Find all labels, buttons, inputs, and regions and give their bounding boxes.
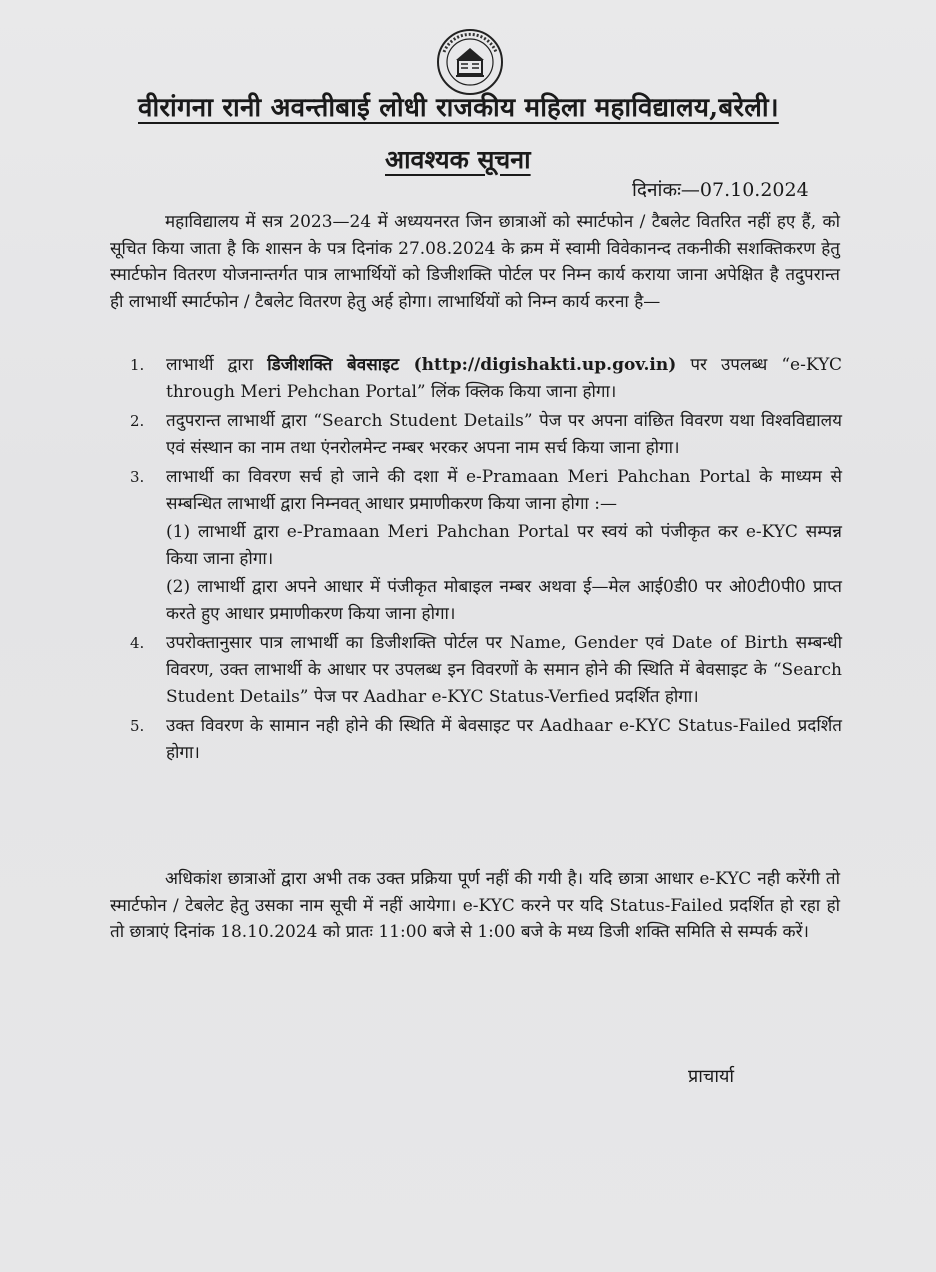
list-item — [130, 352, 842, 406]
item-text: उपरोक्तानुसार पात्र लाभार्थी का डिजीशक्ति पोर्टल पर Name, Gender एवं Date of Birth सम्बन्धी विवरण, उक्त लाभार्थी के आधार पर उपलब्ध इन विवरणों के समान होने की स्थिति में बेवसाइट के “Search Student Details” पेज पर Aadhar e-KYC Status-Verfied प्रदर्शित होगा। — [166, 633, 842, 707]
item-text-post: पर उपलब्ध “e-KYC through Meri Pehchan Portal” लिंक क्लिक किया जाना होगा। — [166, 355, 842, 402]
item-number: 3. — [130, 468, 145, 486]
item-text: तदुपरान्त लाभार्थी द्वारा “Search Student Details” पेज पर अपना वांछित विवरण यथा विश्वविद्यालय एवं संस्थान का नाम तथा एंनरोलमेन्ट नम्बर भरकर अपना नाम सर्च किया जाना होगा। — [166, 411, 842, 458]
item-number: 1. — [130, 356, 145, 374]
sub-item-1: (1) लाभार्थी द्वारा e-Pramaan Meri Pahchan Portal पर स्वयं को पंजीकृत कर e-KYC सम्पन्न किया जाना होगा। — [166, 522, 842, 569]
list-item — [130, 713, 842, 767]
digishakti-website-text: डिजीशक्ति बेवसाइट (http://digishakti.up.gov.in) — [267, 355, 677, 375]
closing-text: अधिकांश छात्राओं द्वारा अभी तक उक्त प्रक्रिया पूर्ण नहीं की गयी है। यदि छात्रा आधार e-KYC नही करेंगी तो स्मार्टफोन / टेबलेट हेतु उसका नाम सूची में नहीं आयेगा। e-KYC करने पर यदि Status-Failed प्रदर्शित हो रहा हो तो छात्राएं दिनांक 18.10.2024 को प्रातः 11:00 बजे से 1:00 बजे के मध्य डिजी शक्ति समिति से सम्पर्क करें। — [110, 869, 840, 942]
closing-paragraph — [110, 866, 840, 946]
item-number: 4. — [130, 634, 145, 652]
list-item — [130, 630, 842, 711]
principal-signature: प्राचार्या — [688, 1066, 735, 1087]
notice-date: दिनांकः—07.10.2024 — [632, 179, 809, 201]
item-text: उक्त विवरण के सामान नही होने की स्थिति में बेवसाइट पर Aadhaar e-KYC Status-Failed प्रदर्शित होगा। — [166, 716, 842, 763]
item-text-pre: लाभार्थी द्वारा — [166, 355, 268, 375]
item-text: लाभार्थी का विवरण सर्च हो जाने की दशा में e-Pramaan Meri Pahchan Portal के माध्यम से सम्बन्धित लाभार्थी द्वारा निम्नवत् आधार प्रमाणीकरण किया जाना होगा :— — [166, 467, 842, 514]
notice-title: आवश्यक सूचना — [385, 145, 531, 174]
list-item — [130, 408, 842, 462]
list-item — [130, 464, 842, 628]
intro-text: महाविद्यालय में सत्र 2023—24 में अध्ययनरत जिन छात्राओं को स्मार्टफोन / टैबलेट वितरित नहीं हए हैं, को सूचित किया जाता है कि शासन के पत्र दिनांक 27.08.2024 के क्रम में स्वामी विवेकानन्द तकनीकी सशक्तिकरण हेतु स्मार्टफोन वितरण योजनान्तर्गत पात्र लाभार्थियों को डिजीशक्ति पोर्टल पर निम्न कार्य कराया जाना अपेक्षित है तदुपरान्त ही लाभार्थी स्मार्टफोन / टैबलेट वितरण हेतु अर्ह होगा। लाभार्थियों को निम्न कार्य करना है— — [110, 212, 840, 312]
instruction-list — [130, 352, 842, 769]
item-number: 5. — [130, 717, 145, 735]
sub-item-2: (2) लाभार्थी द्वारा अपने आधार में पंजीकृत मोबाइल नम्बर अथवा ई—मेल आई0डी0 पर ओ0टी0पी0 प्राप्त करते हुए आधार प्रमाणीकरण किया जाना होगा। — [166, 577, 842, 624]
college-name: वीरांगना रानी अवन्तीबाई लोधी राजकीय महिला महाविद्यालय,बरेली। — [138, 93, 779, 123]
college-emblem-icon — [432, 28, 508, 96]
intro-paragraph — [110, 209, 840, 315]
item-number: 2. — [130, 412, 145, 430]
